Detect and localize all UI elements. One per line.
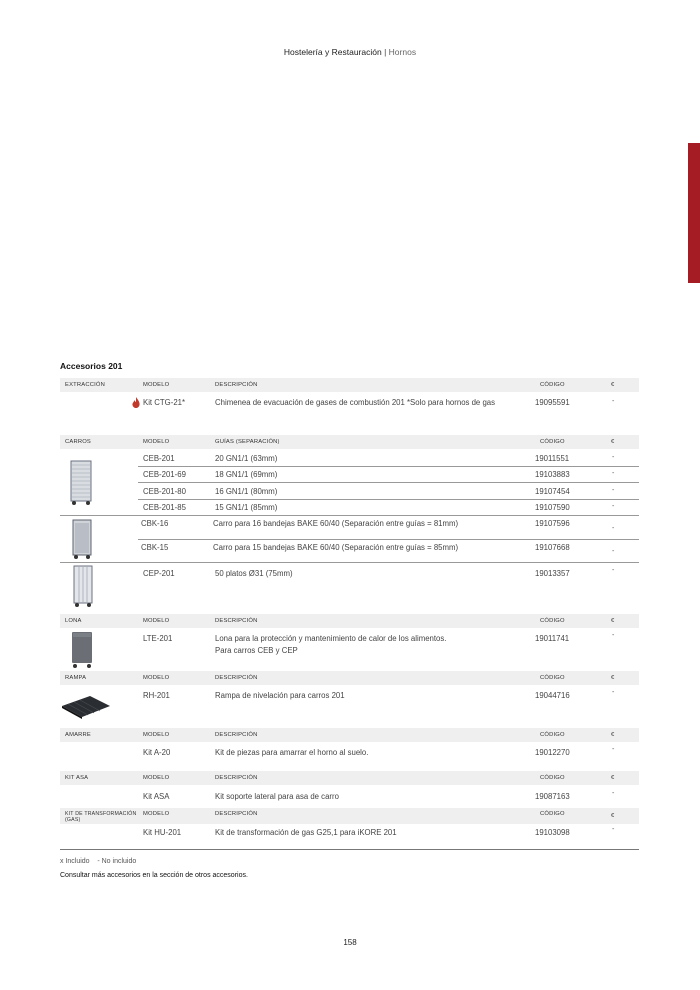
description-cell: Carro para 15 bandejas BAKE 60/40 (Separación entre guías = 85mm) (213, 543, 459, 552)
section-tab-marker (688, 143, 700, 283)
model-cell: CEB-201 (143, 454, 175, 463)
code-cell: 19012270 (535, 748, 570, 757)
header-category: AMARRE (65, 732, 92, 738)
header-separator: | (384, 47, 387, 57)
code-cell: 19103098 (535, 828, 570, 837)
header-subtitle: Hornos (388, 47, 417, 57)
model-cell: Kit CTG-21* (143, 398, 186, 407)
description-cell: Kit de transformación de gas G25,1 para iKORE 201 (215, 828, 397, 837)
header-category: EXTRACCIÓN (65, 382, 106, 388)
price-cell: - (612, 398, 615, 405)
header-price: € (611, 439, 615, 445)
header-model: MODELO (143, 775, 170, 781)
row-divider (60, 562, 639, 563)
price-cell: - (612, 470, 615, 477)
code-cell: 19107668 (535, 543, 570, 552)
header-price: € (611, 732, 615, 738)
header-category: CARROS (65, 439, 92, 445)
description-cell: 15 GN1/1 (85mm) (215, 503, 278, 512)
model-cell: Kit A-20 (143, 748, 171, 757)
model-cell: LTE-201 (143, 634, 173, 643)
header-title: Hostelería y Restauración (283, 47, 382, 57)
code-cell: 19044716 (535, 691, 570, 700)
code-cell: 19103883 (535, 470, 570, 479)
model-cell: CEB-201-85 (143, 503, 186, 512)
header-code: CÓDIGO (540, 675, 565, 681)
description-cell: Carro para 16 bandejas BAKE 60/40 (Separación entre guías = 81mm) (213, 519, 459, 528)
header-category-line1: KIT DE TRANSFORMACIÓN (65, 811, 137, 817)
code-cell: 19013357 (535, 569, 570, 578)
price-cell: - (612, 487, 615, 494)
header-model: MODELO (143, 382, 170, 388)
description-cell: Rampa de nivelación para carros 201 (215, 691, 345, 700)
price-cell: - (612, 503, 615, 510)
price-cell: - (612, 689, 615, 696)
header-model: MODELO (143, 618, 170, 624)
model-cell: Kit HU-201 (143, 828, 182, 837)
model-cell: CEB-201-69 (143, 470, 186, 479)
trolley-cep-image (71, 565, 95, 609)
header-description: GUÍAS (SEPARACIÓN) (215, 439, 280, 445)
price-cell: - (612, 525, 615, 532)
table-header-kit-asa (60, 771, 639, 785)
cover-lona-image (70, 631, 94, 669)
description-cell: 20 GN1/1 (63mm) (215, 454, 278, 463)
header-code: CÓDIGO (540, 439, 565, 445)
header-code: CÓDIGO (540, 382, 565, 388)
code-cell: 19107590 (535, 503, 570, 512)
code-cell: 19107596 (535, 519, 570, 528)
header-price: € (611, 813, 615, 819)
header-description: DESCRIPCIÓN (215, 382, 258, 388)
header-price: € (611, 775, 615, 781)
header-model: MODELO (143, 811, 170, 817)
header-code: CÓDIGO (540, 775, 565, 781)
row-divider (138, 499, 639, 500)
header-category: LONA (65, 618, 82, 624)
code-cell: 19087163 (535, 792, 570, 801)
more-accessories-note: Consultar más accesorios en la sección de otros accesorios. (60, 872, 248, 879)
description-cell: Kit soporte lateral para asa de carro (215, 792, 339, 801)
description-cell: Chimenea de evacuación de gases de combustión 201 *Solo para hornos de gas (215, 398, 496, 407)
page-header (0, 47, 700, 57)
header-model: MODELO (143, 439, 170, 445)
description-cell: 18 GN1/1 (69mm) (215, 470, 278, 479)
table-header-lona (60, 614, 639, 628)
price-cell: - (612, 790, 615, 797)
header-price: € (611, 382, 615, 388)
price-cell: - (612, 567, 615, 574)
header-description: DESCRIPCIÓN (215, 775, 258, 781)
legend-note: x Incluido - No incluido (60, 858, 137, 865)
price-cell: - (612, 454, 615, 461)
price-cell: - (612, 548, 615, 555)
header-model: MODELO (143, 675, 170, 681)
header-category-line2: (GAS) (65, 817, 81, 823)
model-cell: CEP-201 (143, 569, 175, 578)
description-cell: 16 GN1/1 (80mm) (215, 487, 278, 496)
table-header-kit-transformacion (60, 808, 639, 824)
price-cell: - (612, 632, 615, 639)
header-code: CÓDIGO (540, 811, 565, 817)
table-bottom-rule (60, 849, 639, 850)
header-category (65, 811, 136, 823)
header-description: DESCRIPCIÓN (215, 811, 258, 817)
row-divider (138, 539, 639, 540)
header-description: DESCRIPCIÓN (215, 618, 258, 624)
header-category: RAMPA (65, 675, 87, 681)
trolley-cbk-image (70, 519, 94, 561)
description-cell: Kit de piezas para amarrar el horno al suelo. (215, 748, 369, 757)
header-description: DESCRIPCIÓN (215, 675, 258, 681)
description-cell-line2: Para carros CEB y CEP (215, 646, 298, 655)
table-header-amarre (60, 728, 639, 742)
description-cell: Lona para la protección y mantenimiento de calor de los alimentos. (215, 634, 447, 643)
table-header-rampa (60, 671, 639, 685)
model-cell: CBK-16 (141, 519, 169, 528)
model-cell: Kit ASA (143, 792, 170, 801)
code-cell: 19095591 (535, 398, 570, 407)
table-header-extraccion (60, 378, 639, 392)
row-divider (138, 466, 639, 467)
row-divider (60, 515, 639, 516)
model-cell: CEB-201-80 (143, 487, 186, 496)
header-code: CÓDIGO (540, 732, 565, 738)
header-description: DESCRIPCIÓN (215, 732, 258, 738)
price-cell: - (612, 826, 615, 833)
header-model: MODELO (143, 732, 170, 738)
header-price: € (611, 675, 615, 681)
code-cell: 19107454 (535, 487, 570, 496)
price-cell: - (612, 746, 615, 753)
page-number: 158 (343, 938, 357, 947)
code-cell: 19011741 (535, 634, 570, 643)
header-price: € (611, 618, 615, 624)
model-cell: RH-201 (143, 691, 170, 700)
trolley-ceb-image (68, 460, 94, 506)
header-category: KIT ASA (65, 775, 89, 781)
description-cell: 50 platos Ø31 (75mm) (215, 569, 293, 578)
table-header-carros (60, 435, 639, 449)
model-cell: CBK-15 (141, 543, 169, 552)
row-divider (138, 482, 639, 483)
section-title: Accesorios 201 (60, 361, 123, 371)
gas-flame-icon (132, 397, 140, 408)
ramp-image (60, 694, 112, 720)
header-code: CÓDIGO (540, 618, 565, 624)
code-cell: 19011551 (535, 454, 570, 463)
